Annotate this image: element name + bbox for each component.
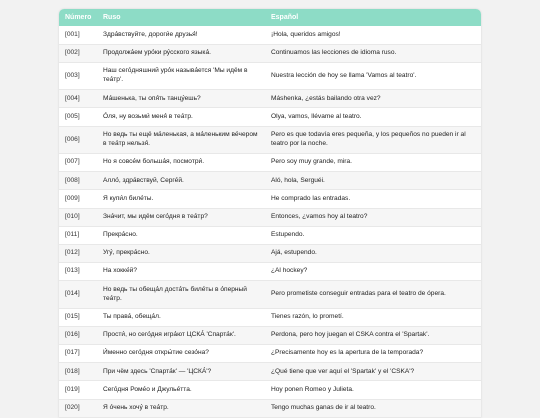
table-row <box>59 226 481 244</box>
row-spanish: Continuamos las lecciones de idioma ruso. <box>265 44 481 62</box>
row-number: [017] <box>59 345 97 363</box>
header-numero: Número <box>59 9 97 26</box>
row-russian: О́ля, ну возьми́ меня́ в теа́тр. <box>97 108 265 126</box>
row-number: [003] <box>59 62 97 89</box>
row-russian: Но ведь ты обеща́л доста́ть биле́ты в о́перный теа́тр. <box>97 281 265 308</box>
table-row <box>59 154 481 172</box>
table-row <box>59 281 481 308</box>
row-spanish: ¿Al hockey? <box>265 263 481 281</box>
row-spanish: Hoy ponen Romeo y Julieta. <box>265 381 481 399</box>
table-row <box>59 244 481 262</box>
row-spanish: Pero prometiste conseguir entradas para el teatro de ópera. <box>265 281 481 308</box>
phrase-table <box>59 9 481 418</box>
row-spanish: ¿Precisamente hoy es la apertura de la temporada? <box>265 345 481 363</box>
row-number: [020] <box>59 399 97 417</box>
row-russian: Я о́чень хочу́ в теа́тр. <box>97 399 265 417</box>
row-spanish: Tienes razón, lo prometí. <box>265 308 481 326</box>
table-row <box>59 326 481 344</box>
table-row <box>59 363 481 381</box>
row-number: [019] <box>59 381 97 399</box>
table-body <box>59 26 481 417</box>
row-russian: Ма́шенька, ты опя́ть танцу́ешь? <box>97 90 265 108</box>
row-number: [006] <box>59 126 97 153</box>
row-number: [007] <box>59 154 97 172</box>
row-russian: Но ведь ты ещё ма́ленькая, а ма́леньким ве́чером в теа́тр нельзя́. <box>97 126 265 153</box>
header-ruso: Ruso <box>97 9 265 26</box>
row-russian: Прости́, но сего́дня игра́ют ЦСКА́ 'Спарта́к'. <box>97 326 265 344</box>
row-russian: Здра́вствуйте, дороги́е друзья́! <box>97 26 265 44</box>
row-number: [002] <box>59 44 97 62</box>
row-russian: Сего́дня Роме́о и Джулье́тта. <box>97 381 265 399</box>
row-russian: Алло́, здра́вствуй, Серге́й. <box>97 172 265 190</box>
table-row <box>59 381 481 399</box>
table-row <box>59 126 481 153</box>
row-spanish: Perdona, pero hoy juegan el CSKA contra el 'Spartak'. <box>265 326 481 344</box>
row-number: [016] <box>59 326 97 344</box>
row-number: [001] <box>59 26 97 44</box>
row-spanish: Pero soy muy grande, mira. <box>265 154 481 172</box>
table-row <box>59 26 481 44</box>
row-russian: При чём здесь 'Спарта́к' — 'ЦСКА́'? <box>97 363 265 381</box>
row-spanish: Estupendo. <box>265 226 481 244</box>
row-spanish: Ajá, estupendo. <box>265 244 481 262</box>
header-espanol: Español <box>265 9 481 26</box>
row-number: [018] <box>59 363 97 381</box>
table-row <box>59 62 481 89</box>
row-number: [005] <box>59 108 97 126</box>
table-row <box>59 172 481 190</box>
row-russian: Угу́, прекра́сно. <box>97 244 265 262</box>
row-spanish: ¿Qué tiene que ver aquí el 'Spartak' y el 'CSKA'? <box>265 363 481 381</box>
row-spanish: Aló, hola, Serguéi. <box>265 172 481 190</box>
row-spanish: He comprado las entradas. <box>265 190 481 208</box>
row-number: [013] <box>59 263 97 281</box>
row-number: [014] <box>59 281 97 308</box>
row-russian: Зна́чит, мы идём сего́дня в теа́тр? <box>97 208 265 226</box>
row-number: [012] <box>59 244 97 262</box>
phrase-table-card <box>59 9 481 418</box>
row-russian: И́менно сего́дня откры́тие сезо́на? <box>97 345 265 363</box>
table-row <box>59 208 481 226</box>
row-number: [009] <box>59 190 97 208</box>
table-row <box>59 108 481 126</box>
row-spanish: Tengo muchas ganas de ir al teatro. <box>265 399 481 417</box>
row-spanish: ¡Hola, queridos amigos! <box>265 26 481 44</box>
table-row <box>59 345 481 363</box>
table-row <box>59 44 481 62</box>
row-number: [015] <box>59 308 97 326</box>
row-spanish: Entonces, ¿vamos hoy al teatro? <box>265 208 481 226</box>
row-number: [008] <box>59 172 97 190</box>
row-russian: Но я совсе́м больша́я, посмотри́. <box>97 154 265 172</box>
table-row <box>59 399 481 417</box>
row-russian: Наш сего́дняшний уро́к называ́ется 'Мы идём в теа́тр'. <box>97 62 265 89</box>
row-number: [011] <box>59 226 97 244</box>
row-number: [004] <box>59 90 97 108</box>
table-row <box>59 263 481 281</box>
row-russian: Я купи́л биле́ты. <box>97 190 265 208</box>
row-russian: На хокке́й? <box>97 263 265 281</box>
row-spanish: Máshenka, ¿estás bailando otra vez? <box>265 90 481 108</box>
table-row <box>59 190 481 208</box>
row-number: [010] <box>59 208 97 226</box>
row-russian: Продолжа́ем уро́ки ру́сского языка́. <box>97 44 265 62</box>
row-spanish: Pero es que todavía eres pequeña, y los pequeños no pueden ir al teatro por la noche. <box>265 126 481 153</box>
table-row <box>59 90 481 108</box>
row-spanish: Olya, vamos, llévame al teatro. <box>265 108 481 126</box>
table-row <box>59 308 481 326</box>
row-spanish: Nuestra lección de hoy se llama 'Vamos al teatro'. <box>265 62 481 89</box>
table-header-row <box>59 9 481 26</box>
row-russian: Ты права́, обеща́л. <box>97 308 265 326</box>
row-russian: Прекра́сно. <box>97 226 265 244</box>
